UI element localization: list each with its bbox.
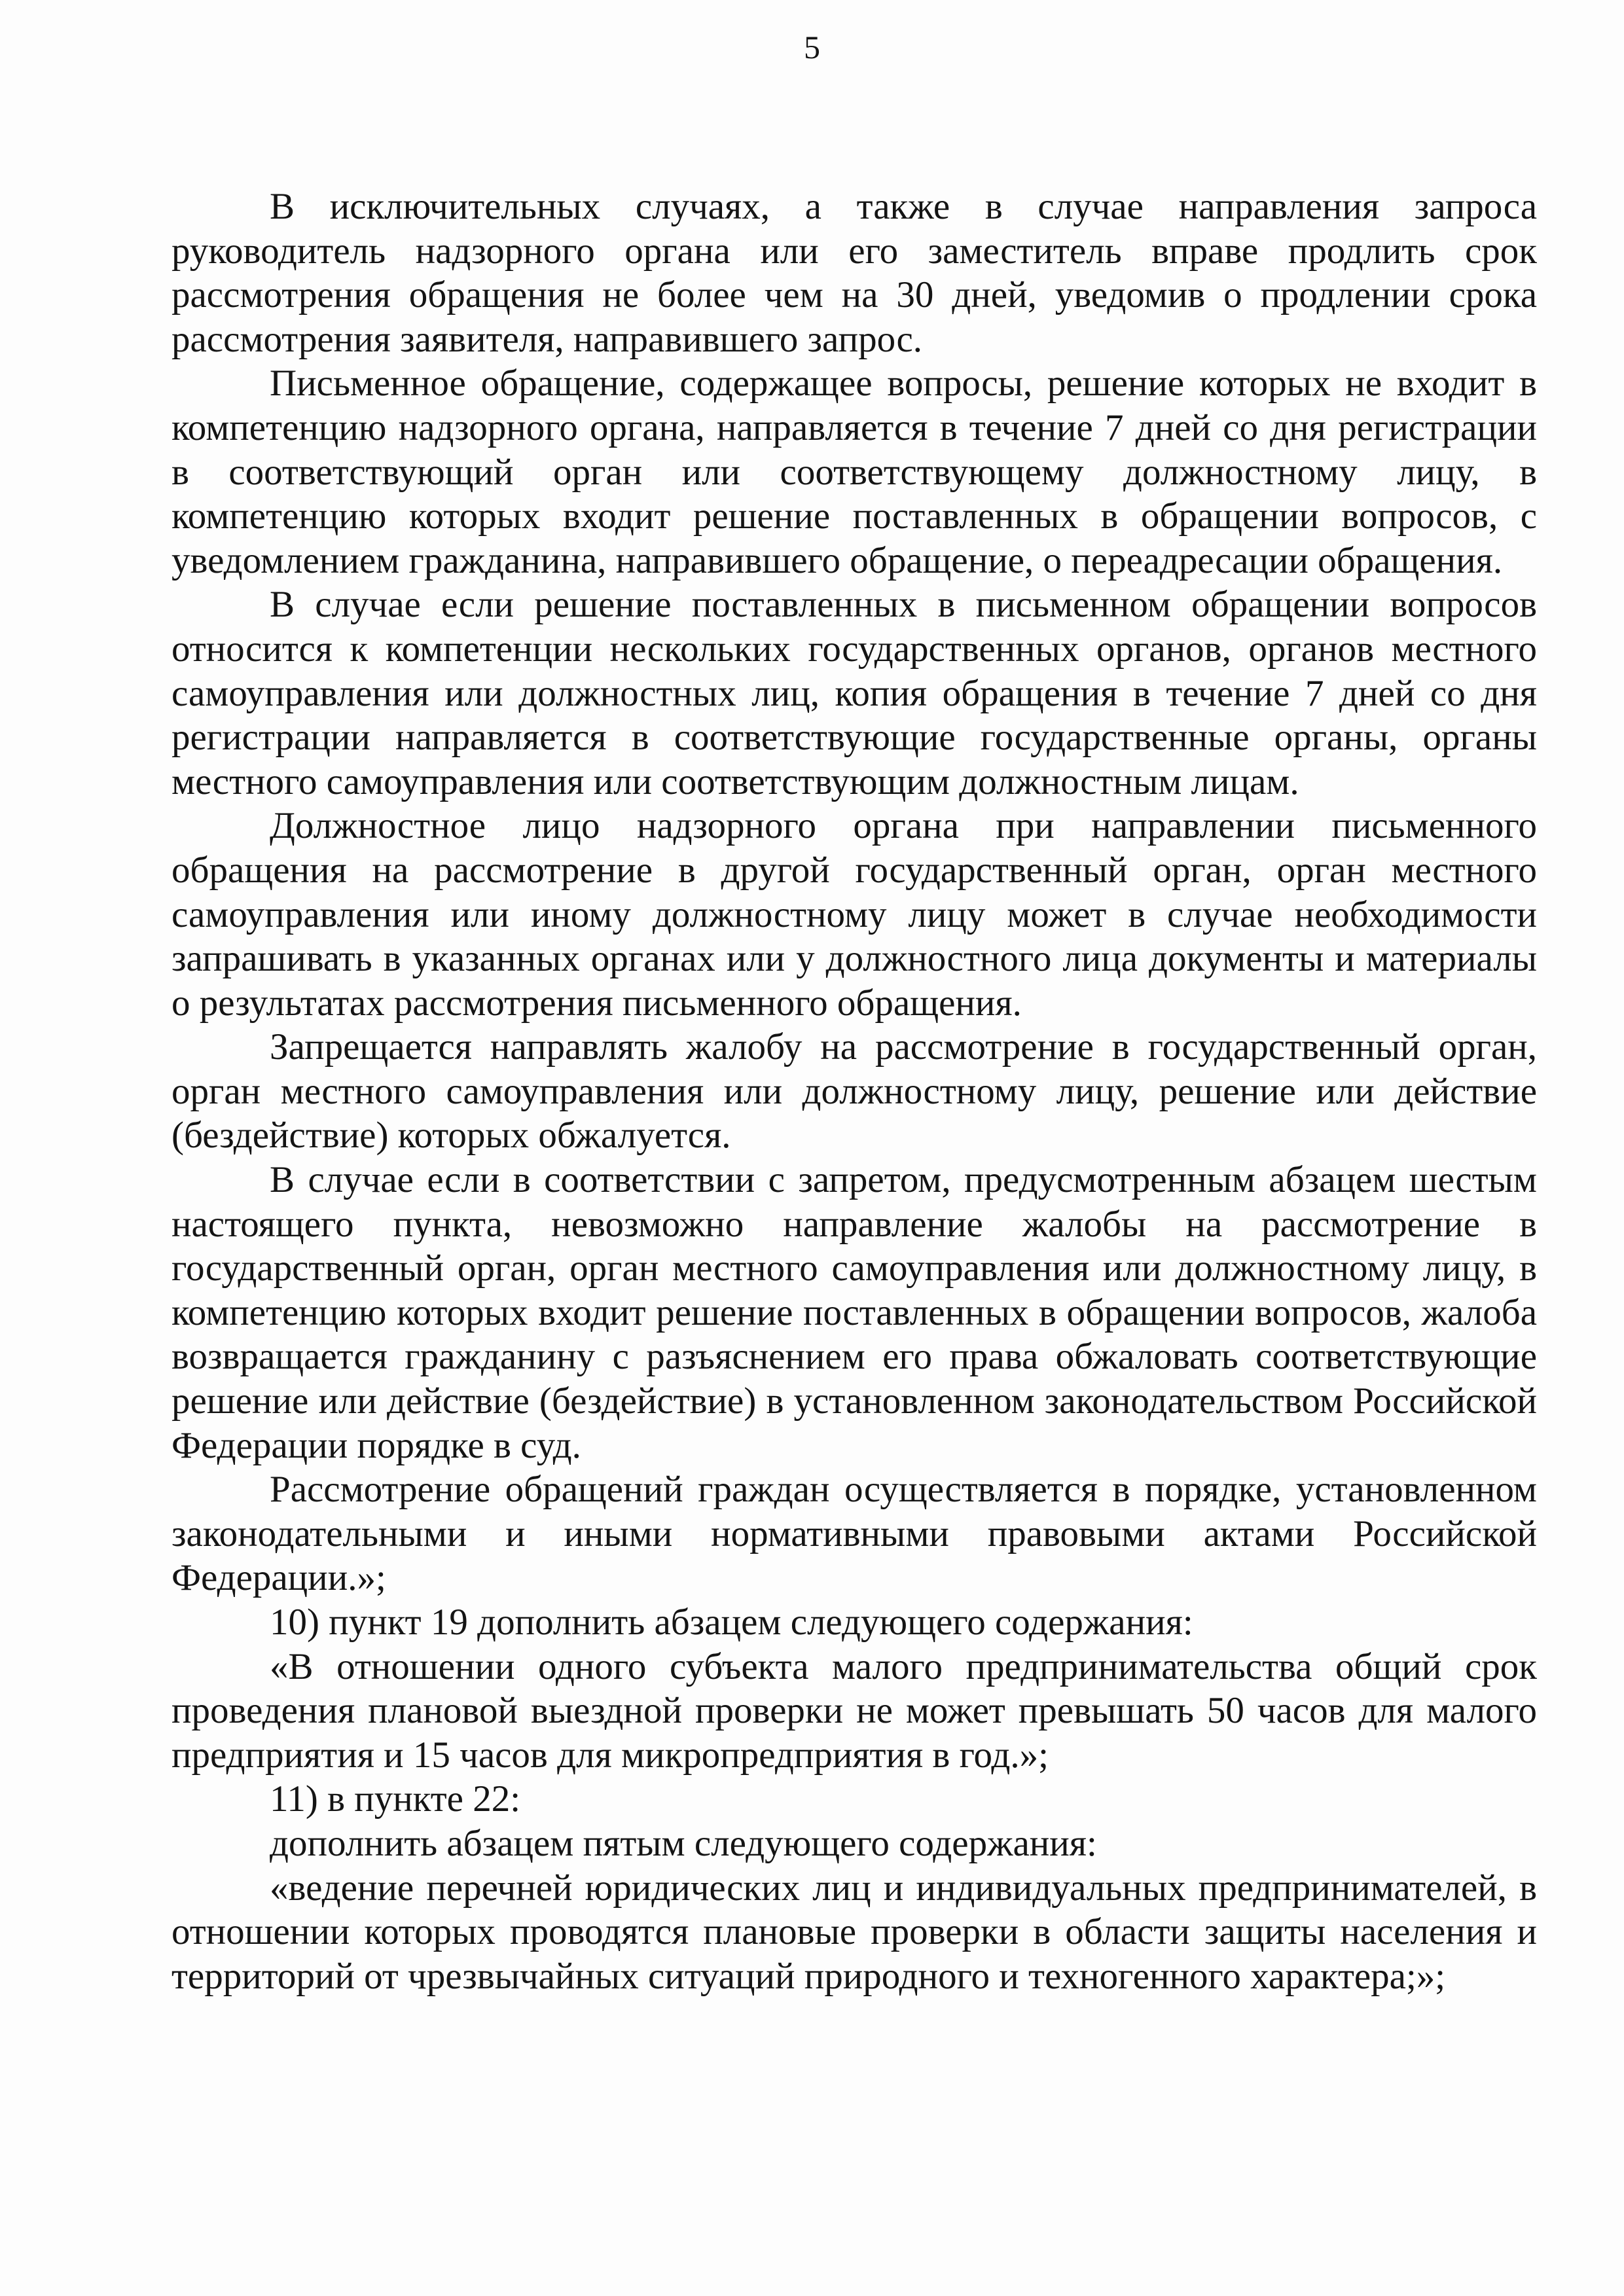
paragraph-review-procedure: Рассмотрение обращений граждан осуществляется в порядке, установленном законодательными и иными нормативными правовыми актами Российской Федерации.»; — [171, 1469, 1537, 1599]
document-body — [171, 185, 1537, 1998]
paragraph-extension-of-review: В исключительных случаях, а также в случае направления запроса руководитель надзорного органа или его заместитель вправе продлить срок рассмотрения обращения не более чем на 30 дней, уведомив о продлении срока рассмотрения заявителя, направившего запрос. — [171, 186, 1537, 360]
paragraph-multiple-authorities: В случае если решение поставленных в письменном обращении вопросов относится к компетенции нескольких государственных органов, органов местного самоуправления или должностных лиц, копия обращения в течение 7 дней со дня регистрации направляется в соответствующие государственные органы, органы местного самоуправления или соответствующим должностным лицам. — [171, 584, 1537, 802]
paragraph-item-10: 10) пункт 19 дополнить абзацем следующего содержания: — [270, 1602, 1193, 1643]
paragraph-registry-clause: «ведение перечней юридических лиц и индивидуальных предпринимателей, в отношении которых проводятся плановые проверки в области защиты населения и территорий от чрезвычайных ситуаций природного и техногенного характера;»; — [171, 1867, 1537, 1997]
paragraph-redirect-appeal: Письменное обращение, содержащее вопросы, решение которых не входит в компетенцию надзорного органа, направляется в течение 7 дней со дня регистрации в соответствующий орган или соответствующему должностному лицу, в компетенцию которых входит решение поставленных в обращении вопросов, с уведомлением гражданина, направившего обращение, о переадресации обращения. — [171, 363, 1537, 581]
paragraph-add-fifth-clause: дополнить абзацем пятым следующего содержания: — [270, 1822, 1097, 1864]
paragraph-request-documents: Должностное лицо надзорного органа при направлении письменного обращения на рассмотрение в другой государственный орган, орган местного самоуправления или иному должностному лицу может в случае необходимости запрашивать в указанных органах или у должностного лица документы и материалы о результатах рассмотрения письменного обращения. — [171, 805, 1537, 1024]
paragraph-complaint-return: В случае если в соответствии с запретом, предусмотренным абзацем шестым настоящего пункта, невозможно направление жалобы на рассмотрение в государственный орган, орган местного самоуправления или должностному лицу, в компетенцию которых входит решение поставленных в обращении вопросов, жалоба возвращается гражданину с разъяснением его права обжаловать соответствующие решение или действие (бездействие) в установленном законодательством Российской Федерации порядке в суд. — [171, 1159, 1537, 1466]
paragraph-item-11: 11) в пункте 22: — [270, 1778, 521, 1820]
page-number: 5 — [804, 29, 820, 65]
paragraph-inspection-limit: «В отношении одного субъекта малого предпринимательства общий срок проведения плановой выездной проверки не может превышать 50 часов для малого предприятия и 15 часов для микропредприятия в год.»; — [171, 1645, 1537, 1776]
paragraph-complaint-prohibition: Запрещается направлять жалобу на рассмотрение в государственный орган, орган местного самоуправления или должностному лицу, решение или действие (бездействие) которых обжалуется. — [171, 1026, 1537, 1157]
